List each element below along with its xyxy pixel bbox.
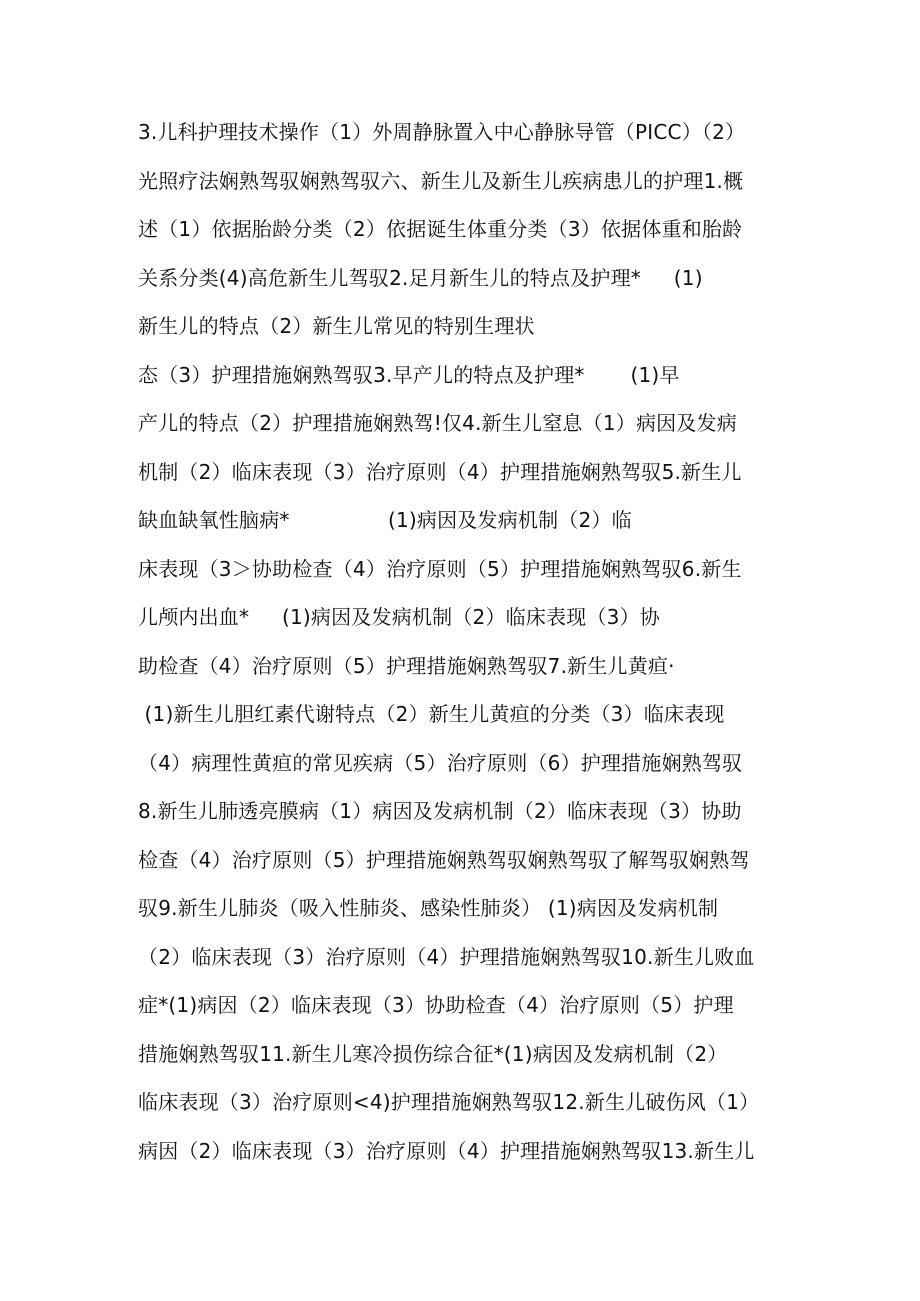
text-line: 临床表现（3）治疗原则<4)护理措施娴熟驾驭12.新生儿破伤风（1）: [138, 1090, 760, 1114]
text-line: (1)新生儿胆红素代谢特点（2）新生儿黄疸的分类（3）临床表现: [138, 702, 725, 726]
text-line: 述（1）依据胎龄分类（2）依据诞生体重分类（3）依据体重和胎龄: [138, 217, 743, 241]
text-line: 儿颅内出血* (1)病因及发病机制（2）临床表现（3）协: [138, 605, 660, 629]
text-line: 态（3）护理措施娴熟驾驭3.早产儿的特点及护理* (1)早: [138, 362, 680, 387]
text-line: （4）病理性黄疸的常见疾病（5）治疗原则（6）护理措施娴熟驾驭: [138, 750, 743, 775]
text-line: 症*(1)病因（2）临床表现（3）协助检查（4）治疗原则（5）护理: [138, 993, 734, 1017]
text-line: 新生儿的特点（2）新生儿常见的特别生理状: [138, 314, 535, 338]
text-line: 助检查（4）治疗原则（5）护理措施娴熟驾驭7.新生儿黄疸·: [138, 653, 675, 678]
text-line: 机制（2）临床表现（3）治疗原则（4）护理措施娴熟驾驭5.新生儿: [138, 459, 742, 484]
text-line: 产儿的特点（2）护理措施娴熟驾!仅4.新生儿窒息（1）病因及发病: [138, 411, 737, 435]
text-line: 3.儿科护理技术操作（1）外周静脉置入中心静脉导管（PICC）（2）: [138, 120, 746, 144]
text-line: 缺血缺氧性脑病* (1)病因及发病机制（2）临: [138, 508, 632, 532]
text-line: （2）临床表现（3）治疗原则（4）护理措施娴熟驾驭10.新生儿败血: [138, 944, 755, 969]
text-line: 驭9.新生儿肺炎（吸入性肺炎、感染性肺炎） (1)病因及发病机制: [138, 896, 719, 920]
text-line: 措施娴熟驾驭11.新生儿寒冷损伤综合征*(1)病因及发病机制（2）: [138, 1041, 728, 1066]
text-line: 床表现（3＞协助检查（4）治疗原则（5）护理措施娴熟驾驭6.新生: [138, 556, 742, 581]
text-line: 8.新生儿肺透亮膜病（1）病因及发病机制（2）临床表现（3）协助: [138, 799, 742, 823]
text-line: 关系分类(4)高危新生儿驾驭2.足月新生儿的特点及护理* (1): [138, 265, 703, 290]
text-line: 光照疗法娴熟驾驭娴熟驾驭六、新生儿及新生儿疾病患儿的护理1.概: [138, 168, 744, 193]
text-line: 病因（2）临床表现（3）治疗原则（4）护理措施娴熟驾驭13.新生儿: [138, 1138, 755, 1163]
document-body: [138, 108, 788, 1175]
text-line: 检查（4）治疗原则（5）护理措施娴熟驾驭娴熟驾驭了解驾驭娴熟驾: [138, 847, 750, 872]
